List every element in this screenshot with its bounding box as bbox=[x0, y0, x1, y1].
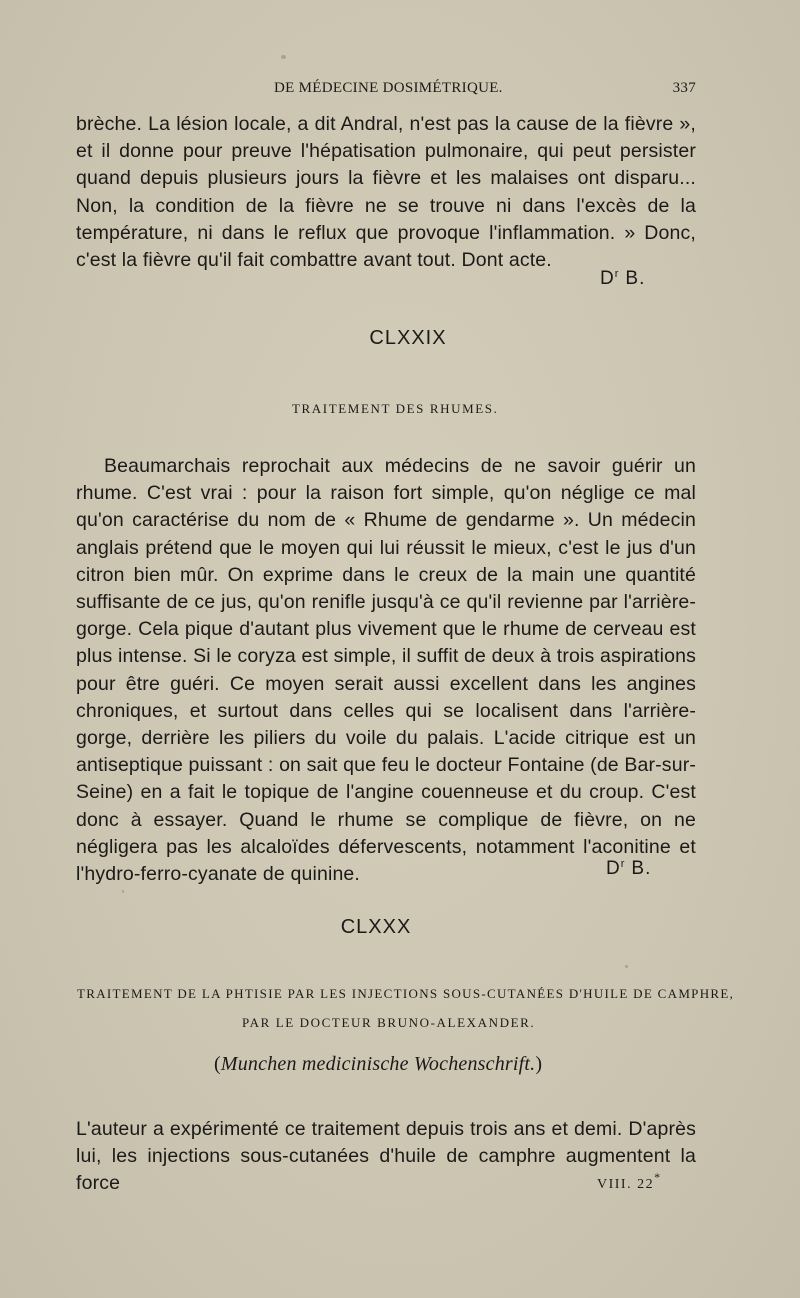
signature-prefix: D bbox=[606, 858, 621, 879]
signature-name: B. bbox=[625, 268, 646, 289]
paper-speck bbox=[122, 890, 124, 893]
printer-signature-mark bbox=[597, 1170, 660, 1193]
section-179-paragraph: Beaumarchais reprochait aux médecins de ne savoir guérir un rhume. C'est vrai : pour la raison fort simple, qu'on néglige ce mal qu'on caractérise du nom de « Rhume de gendarme ». Un médecin anglais prétend que le moyen qui lui réussit le mieux, c'est le jus d'un citron bien mûr. On exprime dans le creux de la main une quantité suffisante de ce jus, qu'on renifle jusqu'à ce qu'il revienne par l'arrière-gorge. Cela pique d'autant plus vivement que le rhume de cerveau est plus intense. Si le coryza est simple, il suffit de deux à trois aspirations pour être guéri. Ce moyen serait aussi excellent dans les angines chroniques, et surtout dans celles qui se localisent dans l'arrière-gorge, derrière les piliers du voile du palais. L'acide citrique est un antiseptique puissant : on sait que feu le docteur Fontaine (de Bar-sur-Seine) en a fait le topique de l'angine couenneuse et du croup. C'est donc à essayer. Quand le rhume se complique de fièvre, on ne négligera pas les alcaloïdes défervescents, notamment l'aconitine et l'hydro-ferro-cyanate de quinine. bbox=[76, 455, 696, 886]
section-title-180-line-1: TRAITEMENT DE LA PHTISIE PAR LES INJECTIONS SOUS-CUTANÉES D'HUILE DE CAMPHRE, bbox=[77, 986, 735, 1001]
signature-superscript: r bbox=[614, 268, 620, 280]
journal-citation: (Munchen medicinische Wochenschrift.) bbox=[214, 1053, 543, 1075]
section-number-180: CLXXX bbox=[340, 916, 412, 938]
signature-prefix: D bbox=[600, 268, 615, 289]
signature-2 bbox=[606, 858, 651, 880]
section-title-180-line-2: PAR LE DOCTEUR BRUNO-ALEXANDER. bbox=[242, 1015, 536, 1030]
running-head-title: DE MÉDECINE DOSIMÉTRIQUE. bbox=[274, 80, 503, 96]
paper-speck bbox=[625, 965, 628, 968]
section-title-179: TRAITEMENT DES RHUMES. bbox=[292, 401, 499, 416]
signature-superscript: r bbox=[620, 858, 626, 870]
section-180-paragraph: L'auteur a expérimenté ce traitement depuis trois ans et demi. D'après lui, les injections sous-cutanées d'huile de camphre augmentent la force bbox=[76, 1118, 696, 1195]
signature-name: B. bbox=[631, 858, 652, 879]
section-number-179: CLXXIX bbox=[369, 327, 447, 349]
signature-mark-text: VIII. 22 bbox=[597, 1177, 655, 1192]
page-number: 337 bbox=[672, 80, 696, 96]
paper-speck bbox=[281, 55, 286, 59]
signature-1 bbox=[600, 268, 645, 290]
running-head bbox=[76, 80, 696, 100]
continuation-paragraph: brèche. La lésion locale, a dit Andral, n'est pas la cause de la fièvre », et il donne pour preuve l'hépatisation pulmonaire, qui peut persister quand depuis plusieurs jours la fièvre et les malaises ont disparu... Non, la condition de la fièvre ne se trouve ni dans l'excès de la température, ni dans le reflux que provoque l'inflammation. » Donc, c'est la fièvre qu'il fait combattre avant tout. Dont acte. bbox=[76, 113, 696, 272]
journal-name: Munchen medicinische Wochenschrift. bbox=[220, 1053, 536, 1075]
signature-mark-star: * bbox=[654, 1170, 661, 1184]
